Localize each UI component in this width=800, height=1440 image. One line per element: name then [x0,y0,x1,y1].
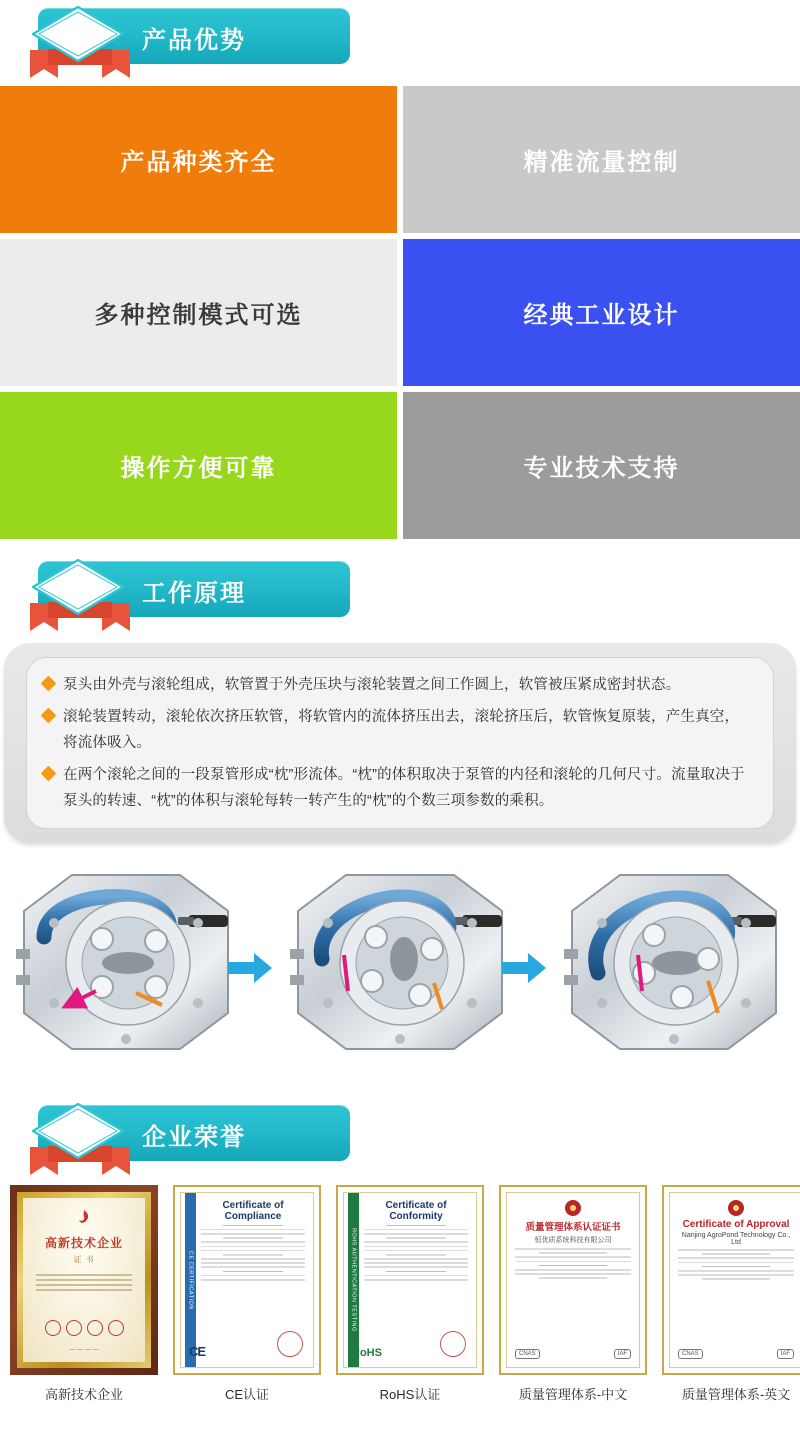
certificate-sideband: CE CERTIFICATION [185,1193,196,1367]
ce-mark-label: CE [189,1344,206,1359]
oem-badge [32,559,124,615]
advantage-label: 专业技术支持 [523,455,680,482]
honor-label: 质量管理体系-英文 [681,1387,791,1402]
certificate-stamp-icon [277,1331,303,1357]
advantage-label: 经典工业设计 [523,302,680,329]
principle-text: 泵头由外壳与滚轮组成，软管置于外壳压块与滚轮装置之间工作圆上，软管被压紧成密封状态。 [63,677,681,693]
oem-badge [32,6,124,62]
certificate-text-lines [678,1249,794,1280]
certificate-image-iso-en[interactable] [662,1185,800,1375]
certificate-stamp-icon [440,1331,466,1357]
honor-item[interactable] [336,1185,484,1403]
principle-item [43,672,753,698]
advantage-label: 操作方便可靠 [120,455,277,482]
principle-inner-frame [26,657,774,829]
section-banner-principle [18,553,800,625]
advantage-label: 精准流量控制 [523,149,680,176]
accreditation-marks [678,1349,794,1359]
iaf-mark-label: IAF [777,1349,794,1359]
certificate-frame [343,1192,477,1368]
certificate-frame [506,1192,640,1368]
certificate-emblem-icon [728,1200,744,1216]
certificate-image-rohs[interactable] [336,1185,484,1375]
working-principle-diagram [0,863,800,1083]
section-banner-advantages [18,0,800,72]
certificate-frame [180,1192,314,1368]
certificate-title: Certificate of Conformity [385,1200,447,1222]
pump-stage-3-icon [558,863,790,1073]
certificate-seal-row [23,1320,145,1336]
honors-gallery [10,1185,800,1403]
certificate-subtitle: 证 书 [73,1255,95,1264]
certificate-marks [352,1347,382,1359]
company-logo-icon [74,1209,94,1229]
honor-item[interactable] [173,1185,321,1403]
section-title: 工作原理 [142,580,246,607]
certificate-image-ce[interactable] [173,1185,321,1375]
principle-text: 滚轮装置转动，滚轮依次挤压软管，将软管内的流体挤压出去，滚轮挤压后，软管恢复原装，产生真空，将流体吸入。 [63,709,740,751]
section-banner-honors [18,1097,800,1169]
flow-arrow-icon [502,951,546,985]
certificate-image-plaque[interactable] [10,1185,158,1375]
pump-stage-2-icon [284,863,516,1073]
oem-label: OEM [62,1120,94,1135]
advantage-cell [403,239,800,386]
cnas-mark-label: CNAS [515,1349,540,1359]
certificate-text-lines [201,1225,305,1281]
honor-item[interactable] [10,1185,158,1403]
certificate-sideband: ROHS AUTHENTICATION TESTING [348,1193,359,1367]
certificate-text-lines [36,1271,131,1294]
section-title: 企业荣誉 [142,1124,246,1151]
certificate-title: Certificate of Compliance [222,1200,284,1222]
certificate-emblem-icon [565,1200,581,1216]
oem-badge [32,1103,124,1159]
certificate-subtitle: 恒优质系统科技有限公司 [534,1237,612,1244]
bullet-diamond-icon [41,766,57,782]
advantage-cell [403,392,800,539]
certificate-frame [669,1192,800,1368]
certificate-image-iso-cn[interactable] [499,1185,647,1375]
certificate-title: Certificate of Approval [682,1219,790,1230]
accreditation-marks [515,1349,631,1359]
certificate-title: 质量管理体系认证证书 [525,1222,621,1233]
honor-label: 高新技术企业 [44,1387,123,1402]
certificate-text-lines [364,1225,468,1281]
principle-text: 在两个滚轮之间的一段泵管形成“枕”形流体。“枕”的体积取决于泵管的内径和滚轮的几何尺寸。流量取决于泵头的转速、“枕”的体积与滚轮每转一转产生的“枕”的个数三项参数的乘积。 [63,767,745,809]
certificate-subtitle: Nanjing AgroPond Technology Co., Ltd [681,1232,791,1246]
honor-label: RoHS认证 [379,1387,441,1402]
principle-item [43,762,753,814]
oem-label: OEM [62,576,94,591]
flow-arrow-icon [228,951,272,985]
advantage-cell [0,239,397,386]
advantage-cell [403,86,800,233]
honor-item[interactable] [499,1185,647,1403]
cnas-mark-label: CNAS [678,1349,703,1359]
certificate-footer: — — — — [69,1347,99,1353]
principle-item [43,704,753,756]
advantage-label: 产品种类齐全 [120,149,277,176]
bullet-diamond-icon [41,676,57,692]
honor-item[interactable] [662,1185,800,1403]
principle-panel [4,643,796,855]
advantage-cell [0,392,397,539]
certificate-text-lines [515,1248,631,1279]
rohs-mark-label: RoHS [352,1347,382,1359]
bullet-diamond-icon [41,708,57,724]
plaque-sheet [23,1198,145,1362]
honor-label: CE认证 [224,1387,270,1402]
honor-label: 质量管理体系-中文 [518,1387,628,1402]
pump-stage-1-icon [10,863,242,1073]
iaf-mark-label: IAF [614,1349,631,1359]
advantage-cell [0,86,397,233]
section-title: 产品优势 [142,27,246,54]
advantage-label: 多种控制模式可选 [94,302,303,329]
certificate-marks [189,1344,205,1359]
oem-label: OEM [62,23,94,38]
certificate-title: 高新技术企业 [44,1236,123,1250]
advantages-grid [0,86,800,539]
